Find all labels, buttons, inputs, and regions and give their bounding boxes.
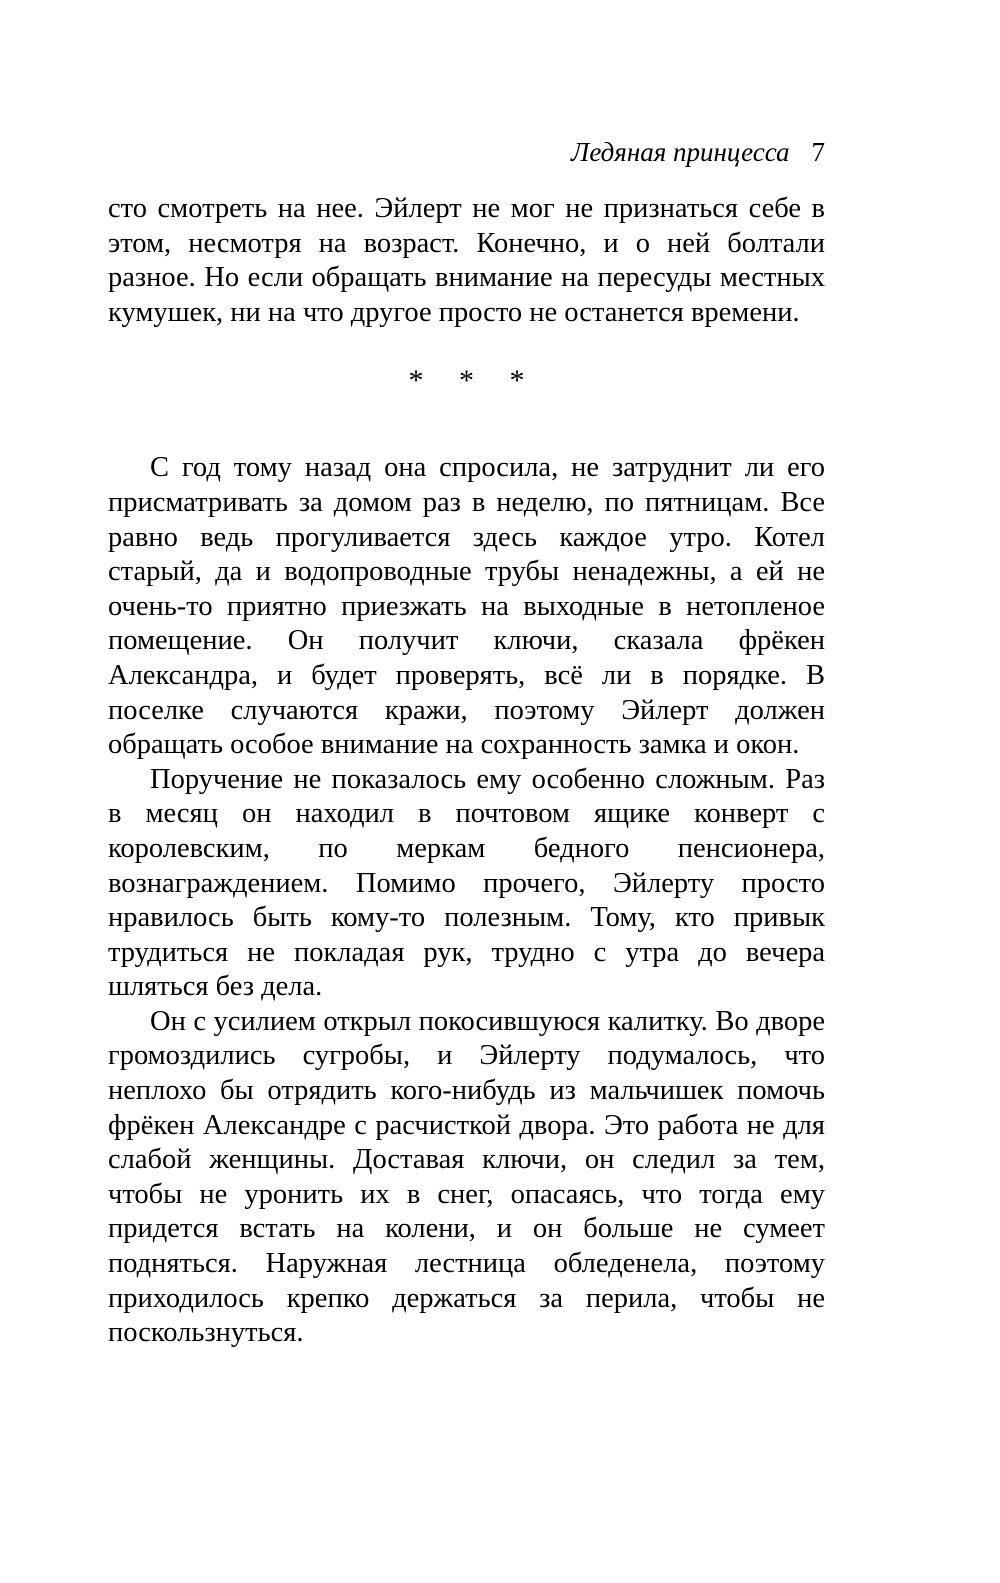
paragraph-continued: сто смотреть на нее. Эйлерт не мог не признаться себе в этом, несмотря на возраст. Конечно, и о ней болтали разное. Но если обращать внимание на пересуды местных кумушек, ни на что другое просто не останется времени. xyxy=(108,193,825,328)
section-break: * * * xyxy=(408,364,539,398)
paragraph: Поручение не показалось ему особенно сложным. Раз в месяц он находил в почтовом ящике конверт с королевским, по меркам бедного пенсионера, вознаграждением. Помимо прочего, Эйлерту просто нравилось быть кому-то полезным. Тому, кто привык трудиться не покладая рук, трудно с утра до вечера шляться без дела. xyxy=(108,763,825,1003)
running-title: Ледяная принцесса xyxy=(571,137,790,167)
paragraph: С год тому назад она спросила, не затруднит ли его присматривать за домом раз в неделю, по пятницам. Все равно ведь прогуливается здесь каждое утро. Котел старый, да и водопроводные трубы ненадежны, а ей не очень-то приятно приезжать на выходные в нетопленое помещение. Он получит ключи, сказала фрёкен Александра, и будет проверять, всё ли в порядке. В поселке случаются кражи, поэтому Эйлерт должен обращать особое внимание на сохранность замка и окон. xyxy=(108,452,825,761)
paragraph: Он с усилием открыл покосившуюся калитку. Во дворе громоздились сугробы, и Эйлерту подумалось, что неплохо бы отрядить кого-нибудь из мальчишек помочь фрёкен Александре с расчисткой двора. Это работа не для слабой женщины. Доставая ключи, он следил за тем, чтобы не уронить их в снег, опасаясь, что тогда ему придется встать на колени, и он больше не сумеет подняться. Наружная лестница обледенела, поэтому приходилось крепко держаться за перила, чтобы не поскользнуться. xyxy=(108,1005,825,1349)
running-head xyxy=(108,132,825,172)
body-text xyxy=(108,192,825,1351)
page-number: 7 xyxy=(811,137,825,167)
